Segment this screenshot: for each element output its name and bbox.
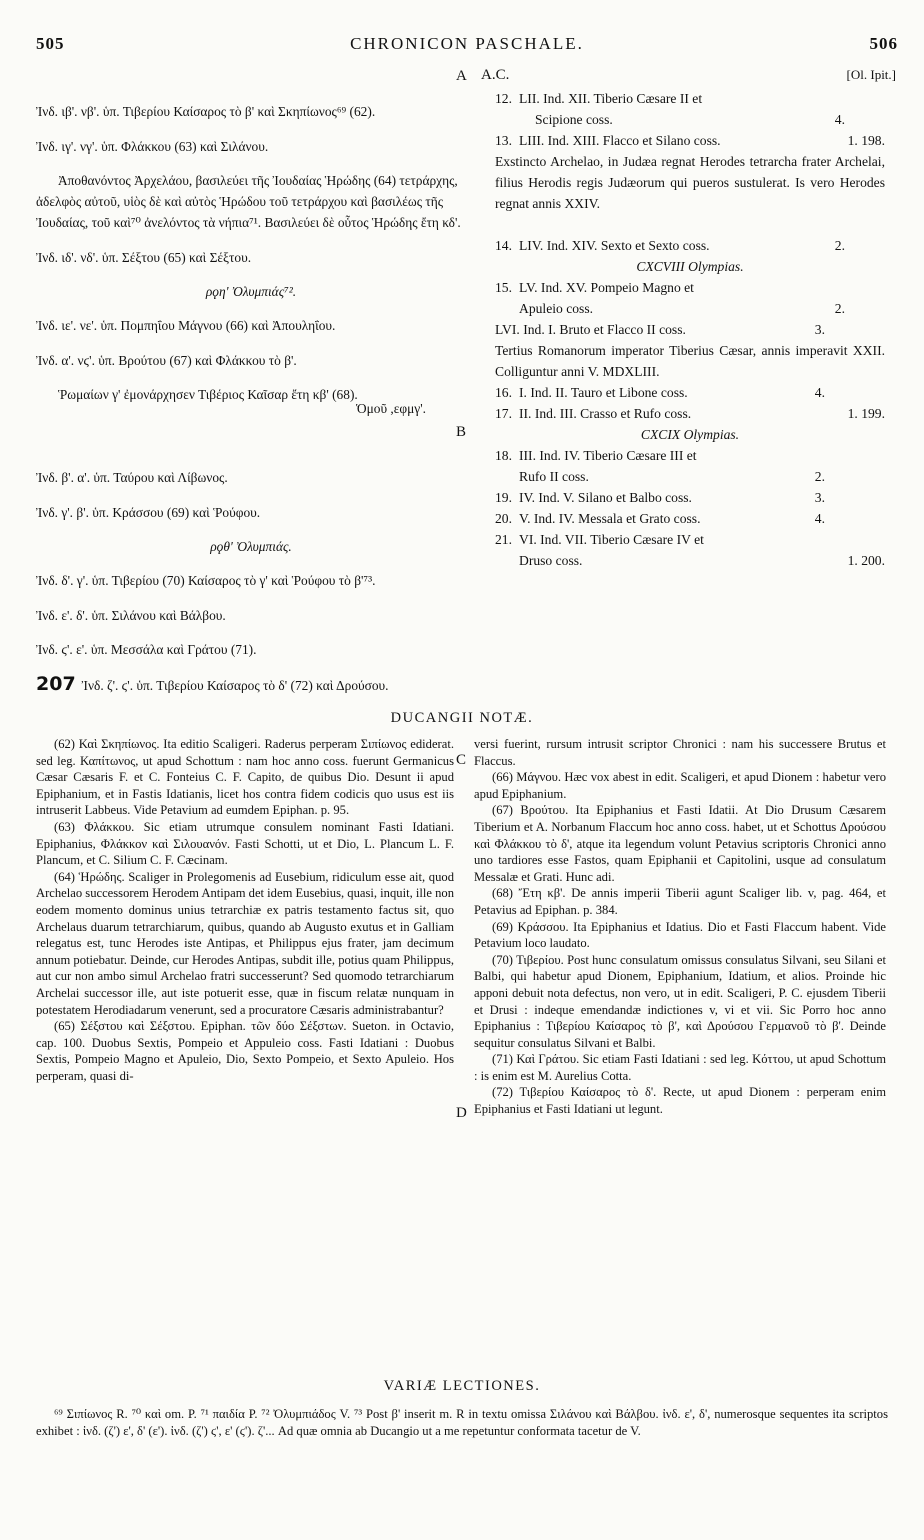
note: versi fuerint, rursum intrusit scriptor Chronici : nam his successere Brutus et Flaccus. xyxy=(474,737,886,768)
greek-entry: Ἰνδ. α'. νϛ'. ὑπ. Βρούτου (67) καὶ Φλάκκου τὸ β'. xyxy=(36,352,297,368)
margin-letter-c: C xyxy=(456,752,467,768)
page-number-left: 505 xyxy=(36,34,65,53)
latin-entry: Apuleio coss. 2. xyxy=(519,301,845,316)
latin-entry: 20. V. Ind. IV. Messala et Grato coss. 4. xyxy=(495,511,825,526)
column-head-olympiad: [Ol. Ipit.] xyxy=(846,67,896,82)
page-number-right: 506 xyxy=(869,34,898,53)
variants-paragraph: ⁶⁹ Σιπίωνος R. ⁷⁰ καὶ om. P. ⁷¹ παιδία P. ⁷² Ὀλυμπιάδος V. ⁷³ Post β' inserit m. R in textu omissa Σιλάνου καὶ Βάλβου. ἰνδ. ε', δ', numerosque sequentes ita scriptos exhibet : ἰνδ. (ζ') ε', δ' (ε'). ἰνδ. (ζ') ϛ', ε' (ϛ'). ζ'... Ad quæ omnia ab Ducangio ut a me repetuntur conformata tacetur de V. xyxy=(36,1407,888,1438)
running-header xyxy=(36,34,898,60)
latin-column xyxy=(495,88,885,571)
note: (64) Ἡρώδης. Scaliger in Prolegomenis ad Eusebium, ridiculum esse ait, quod Archelao successorem Herodem Antipam det idem Eusebius, quasi, inquit, ille non eodem momento dominus unius tetrarchiæ ex patris testamento factus sit, quo Archelaus duarum tetrarchiarum, quibus, quando ab Augusto exutus et in Galliam relegatus est, tunc Herodes iste Antipas, et Philippus ejus frater, jam decimum annum potiebatur. Deinde, cur Herodes Antipas, subdit ille, potius quam Philippus, aut cur non ambo simul Archelao fratri successerunt? Sed quomodo tetrarchiarum Archelai successor ille, aut iste potuerit esse, quæ in fiscum relatæ nunquam in potestatem Herodiadarum venerunt, sed a procuratore Cæsaris administrabantur? xyxy=(36,869,454,1017)
note: (71) Καὶ Γράτου. Sic etiam Fasti Idatiani : sed leg. Κόττου, ut apud Schottum : is enim est M. Aurelius Cotta. xyxy=(474,1052,886,1083)
margin-letter-b: B xyxy=(456,424,467,440)
greek-entry: Ῥωμαίων γ' ἐμονάρχησεν Τιβέριος Καῖσαρ ἔτη κβ' (68). xyxy=(58,387,358,403)
note: (62) Καὶ Σκηπίωνος. Ita editio Scaligeri. Raderus perperam Σιπίωνος ediderat. sed leg. Καπίτωνος, ut apud Schottum : nam hoc anno coss. fuerunt Germanicus Cæsar Cæsaris F. et C. Fonteius C. F. Capito, de quibus Dio. Desunt ii apud Epiphanium, et in Fastis Idatianis, licet hos contra fidem codicis quo usus est iis intruserit Labbeus. Vide Petavium ad eumdem Epiphan. p. 95. xyxy=(36,737,454,818)
latin-entry: 21. VI. Ind. VII. Tiberio Cæsare IV et xyxy=(495,532,704,547)
olympiad-heading: CXCIX Olympias. xyxy=(640,427,740,442)
latin-entry: Exstincto Archelao, in Judæa regnat Herodes tetrarcha frater Archelai, filius Herodis regis Judæorum qui pueros sustulerat. Is vero Herodes regnat annis XXIV. xyxy=(495,154,885,211)
greek-sum: Ὁμοῦ ,εφμγ'. xyxy=(355,400,426,416)
greek-entry: Ἰνδ. ϛ'. ε'. ὑπ. Μεσσάλα καὶ Γράτου (71). xyxy=(36,642,257,658)
edition-page-marker: 207 xyxy=(36,672,76,695)
notes-title: DUCANGII NOTÆ. xyxy=(390,710,534,726)
variants-text xyxy=(36,1406,888,1440)
note: (68) Ἔτη κβ'. De annis imperii Tiberii agunt Scaliger lib. v, pag. 464, et Petavius ad Epiphan. p. 384. xyxy=(474,886,886,917)
greek-entry: Ἰνδ. ιδ'. νδ'. ὑπ. Σέξτου (65) καὶ Σέξτου. xyxy=(36,249,252,265)
greek-entry: Ἰνδ. ζ'. ϛ'. ὑπ. Τιβερίου Καίσαρος τὸ δ' (72) καὶ Δρούσου. xyxy=(81,677,389,693)
latin-entry: 16. I. Ind. II. Tauro et Libone coss. 4. xyxy=(495,385,825,400)
notes-right-column xyxy=(474,736,886,1118)
notes-left-column xyxy=(36,736,454,1084)
note: (70) Τιβερίου. Post hunc consulatum omissus consulatus Silvani, seu Silani et Balbi, qui habetur apud Dionem, Epiphanium, Idatium, et alios. Proinde hic apponi debuit nota defectus, non vero, ut in edit. Scaligeri, P. C. ejusdem Tiberii et Drusi : indeque emendandæ indictiones v, vi et vii. Sic Porro hoc anno Epiphanius : Τιβερίου Καίσαρος τὸ β', καὶ Δρούσου Γερμανοῦ τὸ β'. Deinde sequitur consulatus Silvani et Balbi. xyxy=(474,952,886,1050)
latin-entry: Tertius Romanorum imperator Tiberius Cæsar, annis imperavit XXII. Colliguntur anni V. MDXLIII. xyxy=(495,343,885,379)
greek-entry: Ἰνδ. ιε'. νε'. ὑπ. Πομπηΐου Μάγνου (66) καὶ Ἀπουληΐου. xyxy=(36,318,336,334)
greek-entry: Ἰνδ. γ'. β'. ὑπ. Κράσσου (69) καὶ Ῥούφου. xyxy=(36,504,261,520)
greek-entry: Ἰνδ. β'. α'. ὑπ. Ταύρου καὶ Λίβωνος. xyxy=(36,470,228,486)
latin-entry: Rufo II coss. 2. xyxy=(519,469,825,484)
olympiad-heading: CXCVIII Olympias. xyxy=(636,259,744,274)
column-head-ac: A.C. xyxy=(481,67,510,83)
spacer xyxy=(36,432,466,454)
latin-entry: Scipione coss. 4. xyxy=(535,112,845,127)
greek-entry: Ἰνδ. ε'. δ'. ὑπ. Σιλάνου καὶ Βάλβου. xyxy=(36,607,226,623)
greek-entry: Ἰνδ. ιβ'. νβ'. ὑπ. Τιβερίου Καίσαρος τὸ β' καὶ Σκηπίωνος⁶⁹ (62). xyxy=(36,104,376,120)
note: (63) Φλάκκου. Sic etiam utrumque consulem nominant Fasti Idatiani. Epiphanius, Φλάκκον καὶ Σιλουανόν. Fasti Schotti, ut et Dio, L. Plancum L. F. Plancum, et C. Silium C. F. Cæcinam. xyxy=(36,819,454,868)
note: (66) Μάγνου. Hæc vox abest in edit. Scaligeri, et apud Dionem : habetur vero apud Epiphanium. xyxy=(474,770,886,801)
note: (65) Σέξστου καὶ Σέξστου. Epiphan. τῶν δύο Σέξστων. Sueton. in Octavio, cap. 100. Duobus Sextis, Pompeio et Appuleio coss. Fasti Idatiani : Duobus Sextis, Pompeio Magno et Apuleio, Dio, Sexto Pompeio, et Sexto Apuleio. Hos perperam, quasi di- xyxy=(36,1019,454,1083)
spacer xyxy=(495,214,885,235)
latin-entry: 19. IV. Ind. V. Silano et Balbo coss. 3. xyxy=(495,490,825,505)
latin-entry: 17. II. Ind. III. Crasso et Rufo coss. 1. 199. xyxy=(495,406,885,421)
variants-title: VARIÆ LECTIONES. xyxy=(383,1378,541,1394)
greek-entry: Ἀποθανόντος Ἀρχελάου, βασιλεύει τῆς Ἰουδαίας Ἡρώδης (64) τετράρχης, ἀδελφὸς αὐτοῦ, υἱὸς δὲ καὶ αὐτὸς Ἡρώδου τοῦ τετράρχου καὶ βασιλέως τῆς Ἰουδαίας, τοῦ καὶ⁷⁰ ἀνελόντος τὰ νήπια⁷¹. Βασιλεύει δὲ οὗτος Ἡρώδης ἔτη κδ'. xyxy=(36,173,461,231)
olympiad-heading: ρϙθ' Ὀλυμπιάς. xyxy=(210,539,292,555)
latin-entry: Druso coss. 1. 200. xyxy=(519,553,885,568)
greek-entry: Ἰνδ. δ'. γ'. ὑπ. Τιβερίου (70) Καίσαρος τὸ γ' καὶ Ῥούφου τὸ β'⁷³. xyxy=(36,573,376,589)
greek-column xyxy=(36,88,466,709)
note: (72) Τιβερίου Καίσαρος τὸ δ'. Recte, ut apud Dionem : perperam enim Epiphanius et Fasti Idatiani ut legunt. xyxy=(474,1085,886,1117)
greek-entry: Ἰνδ. ιγ'. νγ'. ὑπ. Φλάκκου (63) καὶ Σιλάνου. xyxy=(36,138,269,154)
olympiad-heading: ρϙη' Ὀλυμπιάς⁷². xyxy=(205,283,297,299)
latin-entry: 12. LII. Ind. XII. Tiberio Cæsare II et xyxy=(495,91,703,106)
note: (69) Κράσσου. Ita Epiphanius et Idatius. Dio et Fasti Flaccum habent. Vide Petavium loco laudato. xyxy=(474,919,886,951)
latin-entry: 18. III. Ind. IV. Tiberio Cæsare III et xyxy=(495,448,697,463)
running-title: CHRONICON PASCHALE. xyxy=(350,34,584,53)
latin-entry: 14. LIV. Ind. XIV. Sexto et Sexto coss. 2. xyxy=(495,238,845,253)
latin-entry: 15. LV. Ind. XV. Pompeio Magno et xyxy=(495,280,694,295)
latin-entry: 13. LIII. Ind. XIII. Flacco et Silano coss. 1. 198. xyxy=(495,133,885,148)
margin-letter-a: A xyxy=(456,68,467,84)
margin-letter-d: D xyxy=(456,1105,467,1121)
latin-entry: LVI. Ind. I. Bruto et Flacco II coss. 3. xyxy=(495,322,825,337)
greek-entry-with-page xyxy=(36,674,466,696)
note: (67) Βρούτου. Ita Epiphanius et Fasti Idatii. At Dio Drusum Cæsarem Tiberium et A. Norbanum Flaccum hoc anno coss. habet, ut et Schottus Δρούσου καὶ Φλάκκου τὸ δ', atque ita legendum volunt Petavius scriptoris Chronici anno uno tardiores esse Fastos, quam Epiphanii et Capitolini, usque ad consulatum Messalæ et Grati. Hunc adi. xyxy=(474,803,886,884)
